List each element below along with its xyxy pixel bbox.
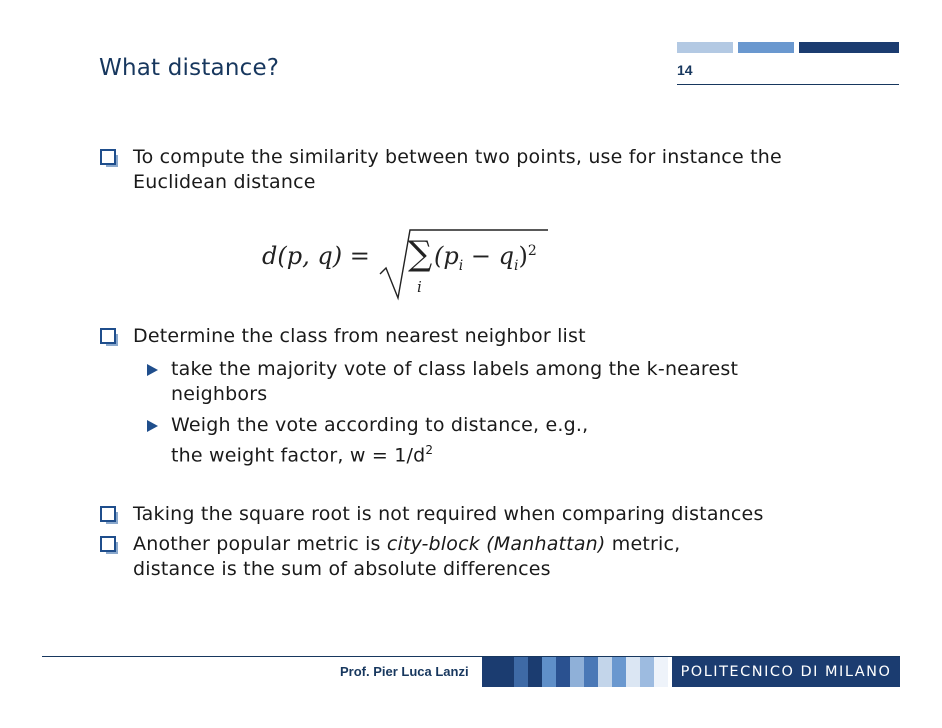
formula-lhs: d(p, q) = xyxy=(262,242,370,270)
footer-stripe xyxy=(528,657,542,687)
formula-term: $(p_i - q_i)^2$ xyxy=(434,242,537,274)
bullet-2: Determine the class from nearest neighbor list xyxy=(133,325,586,347)
footer-stripe xyxy=(612,657,626,687)
footer-stripe xyxy=(542,657,556,687)
slide-title: What distance? xyxy=(99,55,280,81)
bullet-3: Taking the square root is not required when comparing distances xyxy=(133,503,764,525)
footer-stripe xyxy=(626,657,640,687)
sum-subscript: i xyxy=(417,278,422,296)
institution-logo xyxy=(672,657,900,687)
checkbox-bullet-icon xyxy=(100,506,116,522)
sub-bullet-1-line-1: take the majority vote of class labels among the k-nearest xyxy=(171,358,739,380)
triangle-bullet-icon xyxy=(147,364,158,376)
sub-bullet-2-line-1: Weigh the vote according to distance, e.g., xyxy=(171,414,589,436)
bullet-1-line-2: Euclidean distance xyxy=(133,171,316,193)
footer-stripe xyxy=(514,657,528,687)
checkbox-bullet-icon xyxy=(100,536,116,552)
institution-name: POLITECNICO DI MILANO xyxy=(680,664,892,680)
triangle-bullet-icon xyxy=(147,420,158,432)
sub-bullet-2-line-2: the weight factor, $w = 1/d^2$ xyxy=(171,443,434,467)
footer-stripe xyxy=(556,657,570,687)
footer-stripe xyxy=(598,657,612,687)
footer-stripe xyxy=(584,657,598,687)
bullet-4-line-2: distance is the sum of absolute differences xyxy=(133,558,551,580)
euclidean-formula xyxy=(0,0,942,300)
sum-symbol: ∑ xyxy=(408,234,433,274)
footer-stripe xyxy=(570,657,584,687)
footer-stripe xyxy=(654,657,668,687)
footer-stripe xyxy=(640,657,654,687)
checkbox-bullet-icon xyxy=(100,328,116,344)
footer-stripe xyxy=(482,657,514,687)
bullet-1-line-1: To compute the similarity between two points, use for instance the xyxy=(133,146,782,168)
bullet-4-line-1: Another popular metric is city-block (Manhattan) metric, xyxy=(133,533,681,555)
page-number: 14 xyxy=(677,62,693,78)
sub-bullet-1-line-2: neighbors xyxy=(171,383,268,405)
footer-author: Prof. Pier Luca Lanzi xyxy=(340,664,469,679)
